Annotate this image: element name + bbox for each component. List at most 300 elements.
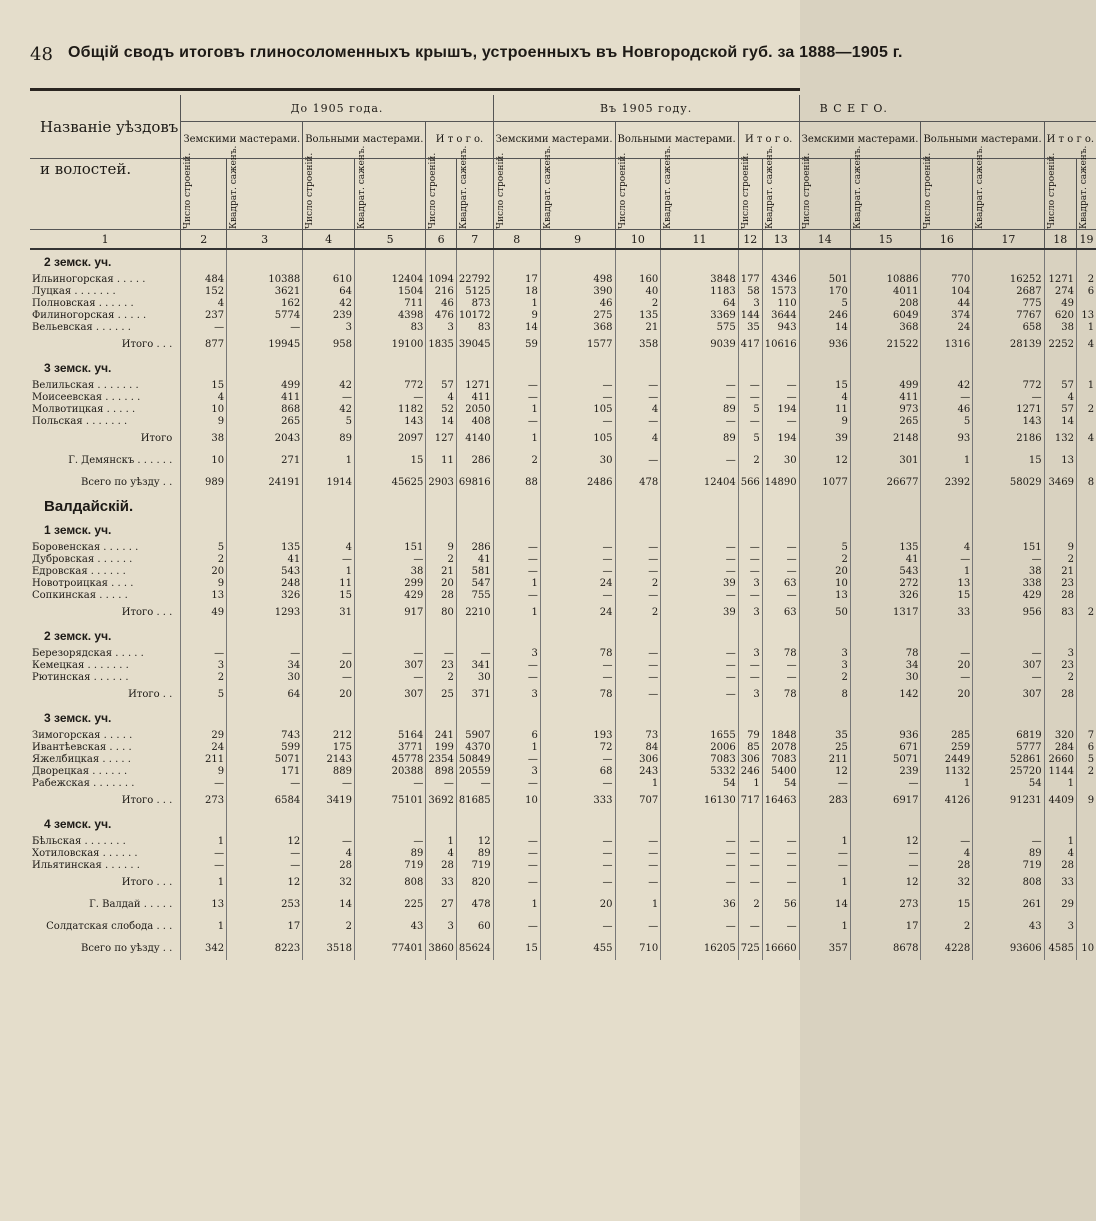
table-cell: — <box>850 848 921 860</box>
empty-cell <box>426 518 456 542</box>
table-cell: 5 <box>181 542 227 554</box>
table-cell: 93 <box>921 428 973 450</box>
empty-cell <box>738 624 762 648</box>
table-cell <box>1076 298 1096 310</box>
empty-cell <box>850 812 921 836</box>
table-cell: — <box>762 380 799 392</box>
table-cell: 13 <box>799 590 850 602</box>
table-cell: 2006 <box>661 742 738 754</box>
table-cell: 5125 <box>456 286 493 298</box>
table-cell: 20 <box>426 578 456 590</box>
table-cell <box>1076 916 1096 938</box>
table-cell: 84 <box>615 742 661 754</box>
empty-cell <box>303 494 355 518</box>
column-label-text: Квадрат. саженъ. <box>1078 145 1089 229</box>
table-cell <box>1076 554 1096 566</box>
table-cell: — <box>540 380 615 392</box>
table-cell: 284 <box>1044 742 1076 754</box>
row-name: Ильиногорская . . . . . <box>32 274 146 285</box>
table-cell: 83 <box>456 322 493 334</box>
table-cell: 271 <box>227 450 303 472</box>
table-cell: — <box>615 848 661 860</box>
table-cell: 7083 <box>661 754 738 766</box>
table-cell: 743 <box>227 730 303 742</box>
table-cell: 307 <box>354 684 425 706</box>
table-cell: — <box>493 590 540 602</box>
empty-cell <box>850 518 921 542</box>
table-cell: 717 <box>738 790 762 812</box>
table-row <box>30 860 1096 872</box>
row-name: Всего по уѣзду . . <box>81 477 173 488</box>
table-cell: 135 <box>850 542 921 554</box>
table-cell: 3518 <box>303 938 355 960</box>
table-cell: — <box>354 778 425 790</box>
table-cell: 719 <box>456 860 493 872</box>
total-row <box>30 428 1096 450</box>
empty-cell <box>493 249 540 274</box>
table-cell: 33 <box>1044 872 1076 894</box>
table-cell: — <box>303 554 355 566</box>
table-cell: 56 <box>762 894 799 916</box>
table-cell: 20 <box>921 684 973 706</box>
empty-cell <box>738 249 762 274</box>
table-row <box>30 742 1096 754</box>
column-label-text: Квадрат. саженъ. <box>229 145 240 229</box>
total-row <box>30 472 1096 494</box>
empty-cell <box>661 812 738 836</box>
table-cell: 7767 <box>973 310 1044 322</box>
table-cell: 4 <box>921 542 973 554</box>
empty-cell <box>1076 518 1096 542</box>
table-cell: 38 <box>973 566 1044 578</box>
table-cell: 14 <box>799 894 850 916</box>
table-cell: 3 <box>426 322 456 334</box>
table-cell: — <box>493 872 540 894</box>
column-label-text: Число строеній. <box>740 152 751 229</box>
table-row <box>30 554 1096 566</box>
table-row <box>30 566 1096 578</box>
total-row <box>30 894 1096 916</box>
table-cell: 259 <box>921 742 973 754</box>
table-cell: 2 <box>615 578 661 590</box>
table-cell: 2 <box>1076 602 1096 624</box>
table-cell: 770 <box>921 274 973 286</box>
section-heading: 3 земск. уч. <box>44 711 112 725</box>
table-cell: — <box>615 554 661 566</box>
statistics-table <box>30 95 1096 960</box>
table-cell: — <box>615 684 661 706</box>
empty-cell <box>493 706 540 730</box>
table-cell: 5 <box>921 416 973 428</box>
column-number: 18 <box>1044 230 1076 250</box>
table-cell: — <box>354 648 425 660</box>
table-cell: 4 <box>1076 428 1096 450</box>
column-label <box>540 145 615 230</box>
column-number: 8 <box>493 230 540 250</box>
table-cell: — <box>921 648 973 660</box>
table-cell: — <box>615 380 661 392</box>
table-cell: 877 <box>181 334 227 356</box>
table-cell: 4 <box>615 428 661 450</box>
table-cell: 89 <box>973 848 1044 860</box>
row-name: Рютинская . . . . . . <box>32 672 129 683</box>
row-name: Березорядская . . . . . <box>32 648 144 659</box>
table-cell: 41 <box>456 554 493 566</box>
table-cell: 59 <box>493 334 540 356</box>
row-name: Филиногорская . . . . . <box>32 310 147 321</box>
table-cell: 543 <box>850 566 921 578</box>
column-label <box>426 152 456 230</box>
empty-cell <box>540 356 615 380</box>
column-number: 7 <box>456 230 493 250</box>
table-cell: 338 <box>973 578 1044 590</box>
table-cell: 8 <box>1076 472 1096 494</box>
empty-cell <box>303 624 355 648</box>
empty-cell <box>799 706 850 730</box>
table-cell: — <box>493 416 540 428</box>
table-cell <box>1076 778 1096 790</box>
table-cell: 307 <box>354 660 425 672</box>
table-cell: 5774 <box>227 310 303 322</box>
row-name: Вельевская . . . . . . <box>32 322 131 333</box>
section-heading-row <box>30 812 1096 836</box>
column-label <box>738 152 762 230</box>
table-cell: 63 <box>762 578 799 590</box>
section-heading-row <box>30 706 1096 730</box>
column-number: 13 <box>762 230 799 250</box>
table-cell: 368 <box>850 322 921 334</box>
column-number: 16 <box>921 230 973 250</box>
empty-cell <box>354 249 425 274</box>
table-cell: 1 <box>799 872 850 894</box>
column-label-text: Квадрат. саженъ. <box>663 145 674 229</box>
table-cell: 15 <box>181 380 227 392</box>
table-cell: — <box>493 542 540 554</box>
table-cell: — <box>354 672 425 684</box>
table-cell <box>1076 660 1096 672</box>
table-cell: 25720 <box>973 766 1044 778</box>
table-cell: 2449 <box>921 754 973 766</box>
empty-cell <box>303 706 355 730</box>
table-cell: 3621 <box>227 286 303 298</box>
column-label-text: Квадрат. саженъ. <box>356 145 367 229</box>
table-cell: 28 <box>1044 860 1076 872</box>
table-cell: 4 <box>426 392 456 404</box>
section-heading: 2 земск. уч. <box>44 255 112 269</box>
row-name: Молвотицкая . . . . . <box>32 404 136 415</box>
table-cell: — <box>762 392 799 404</box>
column-number: 10 <box>615 230 661 250</box>
table-cell: 8678 <box>850 938 921 960</box>
table-cell: 11 <box>426 450 456 472</box>
table-cell: 22792 <box>456 274 493 286</box>
table-cell: 69816 <box>456 472 493 494</box>
table-cell: 132 <box>1044 428 1076 450</box>
table-cell: 898 <box>426 766 456 778</box>
page-number: 48 <box>30 44 53 65</box>
subgroup-total-2: И т о г о. <box>738 122 799 159</box>
table-row <box>30 404 1096 416</box>
table-cell: 110 <box>762 298 799 310</box>
table-cell: — <box>615 916 661 938</box>
table-cell: — <box>456 778 493 790</box>
table-cell: 374 <box>921 310 973 322</box>
table-cell: 39045 <box>456 334 493 356</box>
table-cell: 89 <box>456 848 493 860</box>
table-cell: 43 <box>354 916 425 938</box>
empty-cell <box>738 494 762 518</box>
table-cell: 658 <box>973 322 1044 334</box>
uezd-heading: Валдайскій. <box>44 497 134 515</box>
table-cell: 2660 <box>1044 754 1076 766</box>
table-cell: — <box>493 778 540 790</box>
column-label <box>921 152 973 230</box>
table-cell: 46 <box>921 404 973 416</box>
column-label-text: Квадрат. саженъ. <box>852 145 863 229</box>
table-cell: — <box>799 860 850 872</box>
table-cell: 10886 <box>850 274 921 286</box>
column-number: 14 <box>799 230 850 250</box>
table-cell: — <box>615 660 661 672</box>
table-cell: 3 <box>799 660 850 672</box>
table-cell: 24 <box>540 602 615 624</box>
table-cell: 2 <box>738 450 762 472</box>
table-row <box>30 578 1096 590</box>
empty-cell <box>921 494 973 518</box>
table-cell: 1 <box>615 778 661 790</box>
table-cell: — <box>738 916 762 938</box>
group-header-in-1905: Въ 1905 году. <box>493 95 799 122</box>
table-cell: 3 <box>1044 916 1076 938</box>
table-cell: — <box>493 860 540 872</box>
table-cell: 25 <box>426 684 456 706</box>
row-name: Кемецкая . . . . . . . <box>32 660 129 671</box>
row-name: Велильская . . . . . . . <box>32 380 139 391</box>
table-cell: 1914 <box>303 472 355 494</box>
table-cell: — <box>227 322 303 334</box>
table-cell: 24 <box>181 742 227 754</box>
table-cell: 21 <box>615 322 661 334</box>
table-cell: 54 <box>762 778 799 790</box>
row-name: Боровенская . . . . . . <box>32 542 139 553</box>
table-row <box>30 274 1096 286</box>
table-row <box>30 310 1096 322</box>
table-cell: 12 <box>227 872 303 894</box>
table-cell: 3 <box>303 322 355 334</box>
table-cell: 28 <box>303 860 355 872</box>
table-cell: 1 <box>181 916 227 938</box>
table-cell: 620 <box>1044 310 1076 322</box>
empty-cell <box>540 812 615 836</box>
empty-cell <box>762 249 799 274</box>
table-cell: 2 <box>799 554 850 566</box>
table-cell: — <box>493 916 540 938</box>
empty-cell <box>921 706 973 730</box>
table-cell: — <box>661 848 738 860</box>
column-label <box>762 145 799 230</box>
empty-cell <box>615 249 661 274</box>
table-cell: 2210 <box>456 602 493 624</box>
row-name: Зимогорская . . . . . <box>32 730 133 741</box>
table-cell: 151 <box>973 542 1044 554</box>
subgroup-total-3: И т о г о. <box>1044 122 1096 159</box>
table-cell: 4 <box>921 848 973 860</box>
table-cell: 772 <box>354 380 425 392</box>
empty-cell <box>181 812 227 836</box>
table-cell: 32 <box>303 872 355 894</box>
empty-cell <box>227 706 303 730</box>
empty-cell <box>762 356 799 380</box>
table-cell: 2 <box>426 672 456 684</box>
table-cell: 301 <box>850 450 921 472</box>
table-cell: 12404 <box>354 274 425 286</box>
table-cell: 18 <box>493 286 540 298</box>
empty-cell <box>540 706 615 730</box>
table-cell: 873 <box>456 298 493 310</box>
table-cell: 14890 <box>762 472 799 494</box>
table-cell: 144 <box>738 310 762 322</box>
table-cell: 2 <box>1076 404 1096 416</box>
empty-cell <box>1044 624 1076 648</box>
table-cell: 104 <box>921 286 973 298</box>
empty-cell <box>181 249 227 274</box>
table-cell: 1 <box>493 404 540 416</box>
table-cell: 3 <box>1044 648 1076 660</box>
table-cell: — <box>540 566 615 578</box>
table-cell: 2 <box>738 894 762 916</box>
table-cell: — <box>493 660 540 672</box>
empty-cell <box>921 812 973 836</box>
table-cell: 581 <box>456 566 493 578</box>
table-cell: 193 <box>540 730 615 742</box>
table-cell: 7083 <box>762 754 799 766</box>
table-cell: 50849 <box>456 754 493 766</box>
table-cell: — <box>762 916 799 938</box>
column-label-text: Число строеній. <box>183 152 194 229</box>
column-label <box>354 145 425 230</box>
column-label-text: Квадрат. саженъ. <box>975 145 986 229</box>
table-cell: 4409 <box>1044 790 1076 812</box>
empty-cell <box>354 812 425 836</box>
table-cell: 5 <box>799 542 850 554</box>
column-number: 3 <box>227 230 303 250</box>
table-cell: 39 <box>661 578 738 590</box>
table-cell: 2 <box>1044 554 1076 566</box>
table-cell: 10 <box>493 790 540 812</box>
empty-cell <box>303 812 355 836</box>
table-cell: 4346 <box>762 274 799 286</box>
table-cell: 42 <box>303 404 355 416</box>
table-cell: 3848 <box>661 274 738 286</box>
table-cell: 3 <box>426 916 456 938</box>
table-cell: 78 <box>850 648 921 660</box>
table-cell: 2903 <box>426 472 456 494</box>
table-cell: 9 <box>426 542 456 554</box>
table-cell: 6917 <box>850 790 921 812</box>
table-cell: — <box>540 542 615 554</box>
table-cell: 10 <box>799 578 850 590</box>
table-cell: 24 <box>540 578 615 590</box>
table-cell: 16463 <box>762 790 799 812</box>
empty-cell <box>354 624 425 648</box>
table-cell: 499 <box>850 380 921 392</box>
table-cell: 2 <box>799 672 850 684</box>
table-cell: 2 <box>1044 672 1076 684</box>
table-cell: 4398 <box>354 310 425 322</box>
table-cell: 478 <box>456 894 493 916</box>
column-label <box>850 145 921 230</box>
table-cell: 1504 <box>354 286 425 298</box>
table-cell: — <box>426 778 456 790</box>
table-cell <box>1076 836 1096 848</box>
table-cell: 808 <box>973 872 1044 894</box>
table-cell: 1 <box>921 450 973 472</box>
table-cell: — <box>540 860 615 872</box>
table-cell: 1094 <box>426 274 456 286</box>
empty-cell <box>354 494 425 518</box>
table-cell: — <box>921 672 973 684</box>
table-cell: 15 <box>799 380 850 392</box>
row-name: Итого <box>140 433 173 444</box>
table-cell: 23 <box>1044 660 1076 672</box>
empty-cell <box>615 706 661 730</box>
table-cell: — <box>762 660 799 672</box>
empty-cell <box>799 518 850 542</box>
table-cell: 21 <box>1044 566 1076 578</box>
table-cell: 707 <box>615 790 661 812</box>
table-cell: — <box>615 542 661 554</box>
table-cell: 1 <box>426 836 456 848</box>
table-cell: — <box>181 648 227 660</box>
table-cell <box>1076 416 1096 428</box>
empty-cell <box>973 706 1044 730</box>
table-cell: — <box>973 836 1044 848</box>
table-cell: — <box>354 554 425 566</box>
table-cell: 33 <box>921 602 973 624</box>
column-label <box>227 145 303 230</box>
table-cell: 12 <box>799 450 850 472</box>
table-cell: 1 <box>1044 836 1076 848</box>
table-cell: 358 <box>615 334 661 356</box>
empty-cell <box>181 706 227 730</box>
table-cell: 417 <box>738 334 762 356</box>
table-cell: 246 <box>738 766 762 778</box>
empty-cell <box>426 624 456 648</box>
table-cell: 476 <box>426 310 456 322</box>
table-cell: 772 <box>973 380 1044 392</box>
column-label-text: Число строеній. <box>428 152 439 229</box>
table-cell: — <box>540 554 615 566</box>
table-cell: 17 <box>850 916 921 938</box>
empty-cell <box>181 624 227 648</box>
empty-cell <box>227 249 303 274</box>
column-label <box>303 152 355 230</box>
column-label <box>799 152 850 230</box>
table-cell: 13 <box>181 590 227 602</box>
section-heading: 1 земск. уч. <box>44 523 112 537</box>
table-cell: — <box>493 836 540 848</box>
column-number: 6 <box>426 230 456 250</box>
table-cell: 15 <box>973 450 1044 472</box>
table-cell: — <box>227 778 303 790</box>
empty-cell <box>493 494 540 518</box>
table-cell: 4126 <box>921 790 973 812</box>
table-cell: — <box>615 392 661 404</box>
table-cell: 26677 <box>850 472 921 494</box>
table-row <box>30 590 1096 602</box>
table-cell: — <box>661 416 738 428</box>
table-cell: — <box>661 684 738 706</box>
